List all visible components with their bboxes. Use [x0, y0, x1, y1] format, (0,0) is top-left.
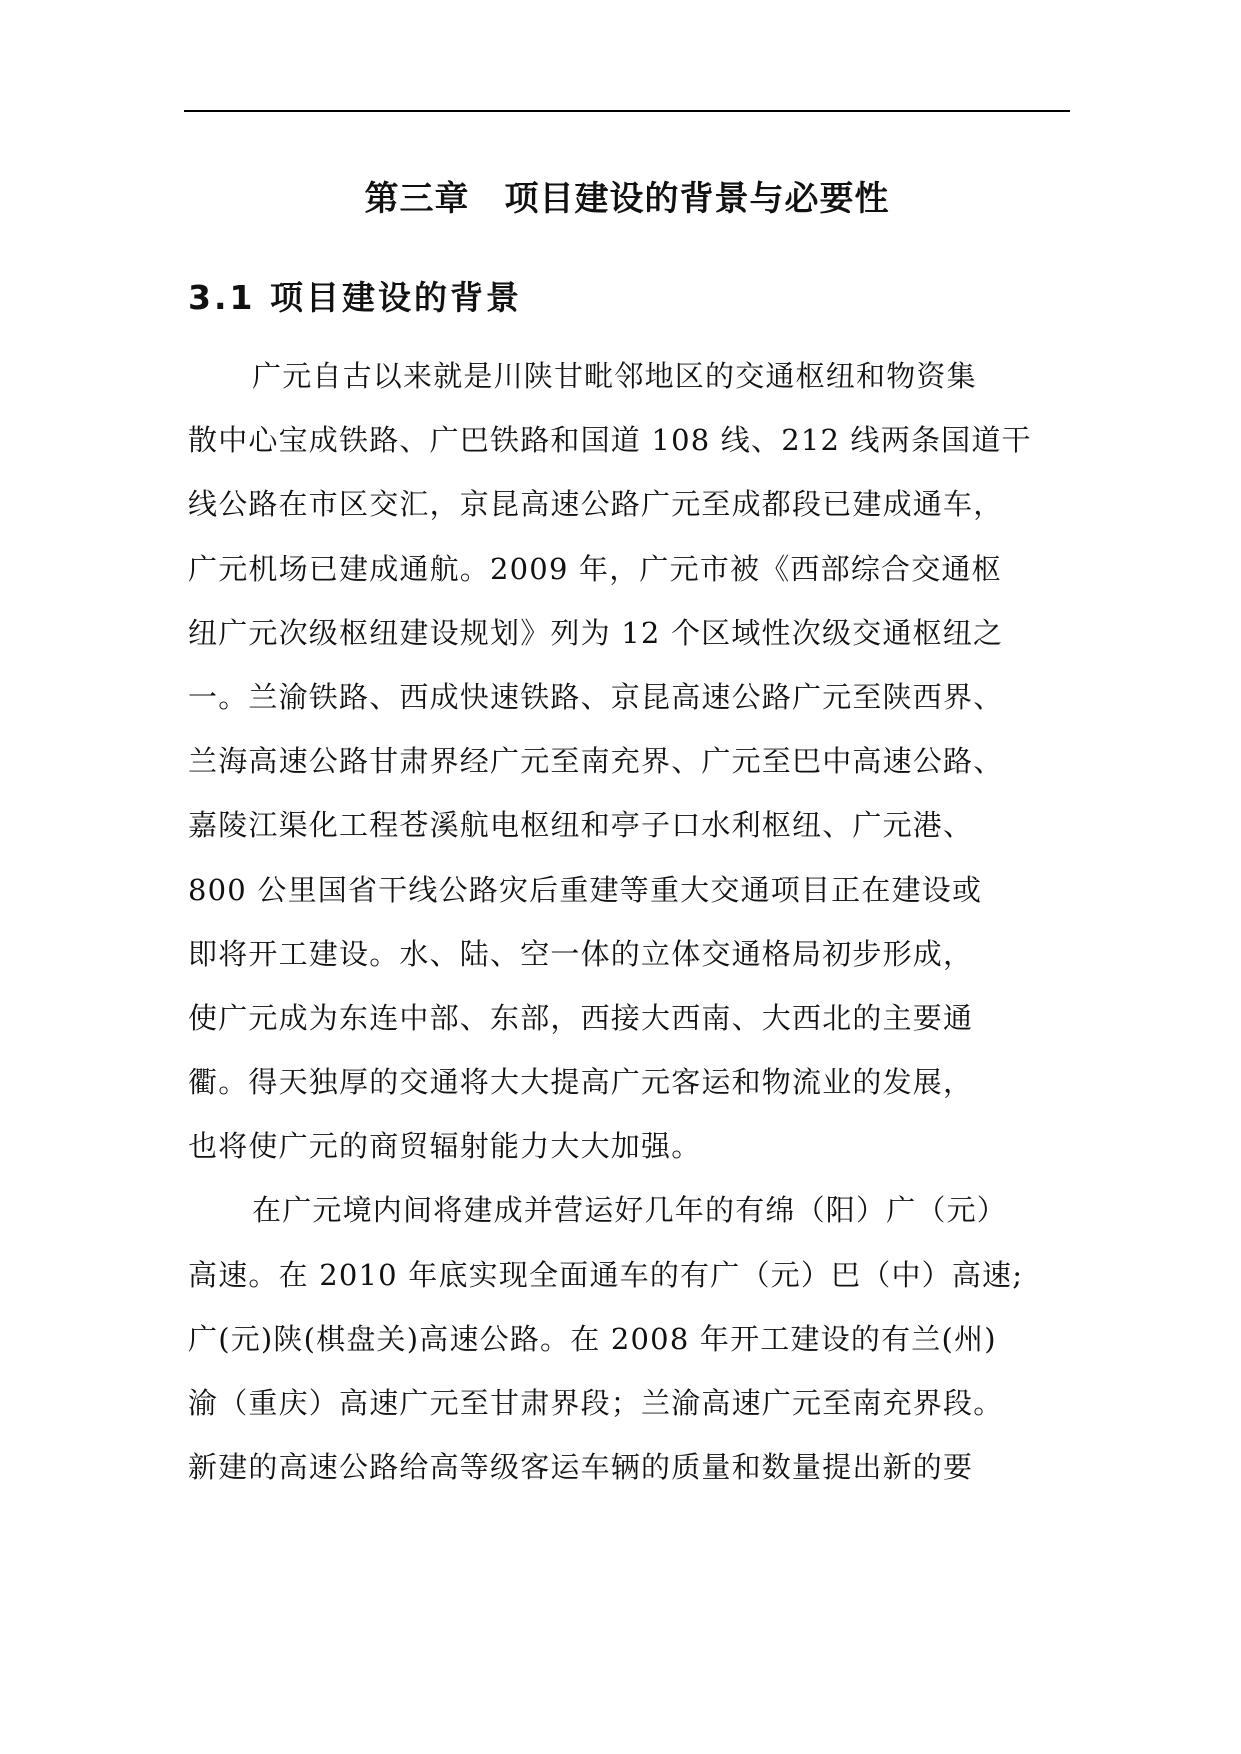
text-line: 线公路在市区交汇，京昆高速公路广元至成都段已建成通车， [188, 487, 1004, 522]
section-title: 3.1 项目建设的背景 [188, 278, 522, 317]
text-line: 高速。在 2010 年底实现全面通车的有广（元）巴（中）高速; [188, 1257, 1024, 1292]
text-line: 800 公里国省干线公路灾后重建等重大交通项目正在建设或 [188, 872, 983, 907]
text-line: 新建的高速公路给高等级客运车辆的质量和数量提出新的要 [188, 1450, 974, 1485]
text-line: 渝（重庆）高速广元至甘肃界段；兰渝高速广元至南充界段。 [188, 1386, 1004, 1420]
text-line: 即将开工建设。水、陆、空一体的立体交通格局初步形成， [188, 936, 974, 971]
text-line: 也将使广元的商贸辐射能力大大加强。 [188, 1129, 702, 1164]
text-line: 嘉陵江渠化工程苍溪航电枢纽和亭子口水利枢纽、广元港、 [188, 808, 974, 843]
header-rule [184, 110, 1070, 112]
text-line: 兰海高速公路甘肃界经广元至南充界、广元至巴中高速公路、 [188, 744, 1004, 779]
chapter-title: 第三章 项目建设的背景与必要性 [364, 179, 890, 219]
paragraph [188, 1178, 1068, 1499]
body-text [188, 344, 1068, 1499]
text-line: 散中心宝成铁路、广巴铁路和国道 108 线、212 线两条国道干 [188, 423, 1032, 458]
text-line: 纽广元次级枢纽建设规划》列为 12 个区域性次级交通枢纽之 [188, 615, 1004, 650]
text-line: 在广元境内间将建成并营运好几年的有绵（阳）广（元） [252, 1193, 1008, 1228]
paragraph [188, 344, 1068, 1178]
text-line: 衢。得天独厚的交通将大大提高广元客运和物流业的发展， [188, 1065, 974, 1100]
text-line: 广元机场已建成通航。2009 年，广元市被《西部综合交通枢 [188, 551, 1002, 586]
text-line: 使广元成为东连中部、东部，西接大西南、大西北的主要通 [188, 1000, 974, 1035]
text-line: 一。兰渝铁路、西成快速铁路、京昆高速公路广元至陕西界、 [188, 679, 1004, 714]
text-line: 广元自古以来就是川陕甘毗邻地区的交通枢纽和物资集 [252, 359, 977, 393]
text-line: 广(元)陕(棋盘关)高速公路。在 2008 年开工建设的有兰(州) [188, 1321, 997, 1356]
